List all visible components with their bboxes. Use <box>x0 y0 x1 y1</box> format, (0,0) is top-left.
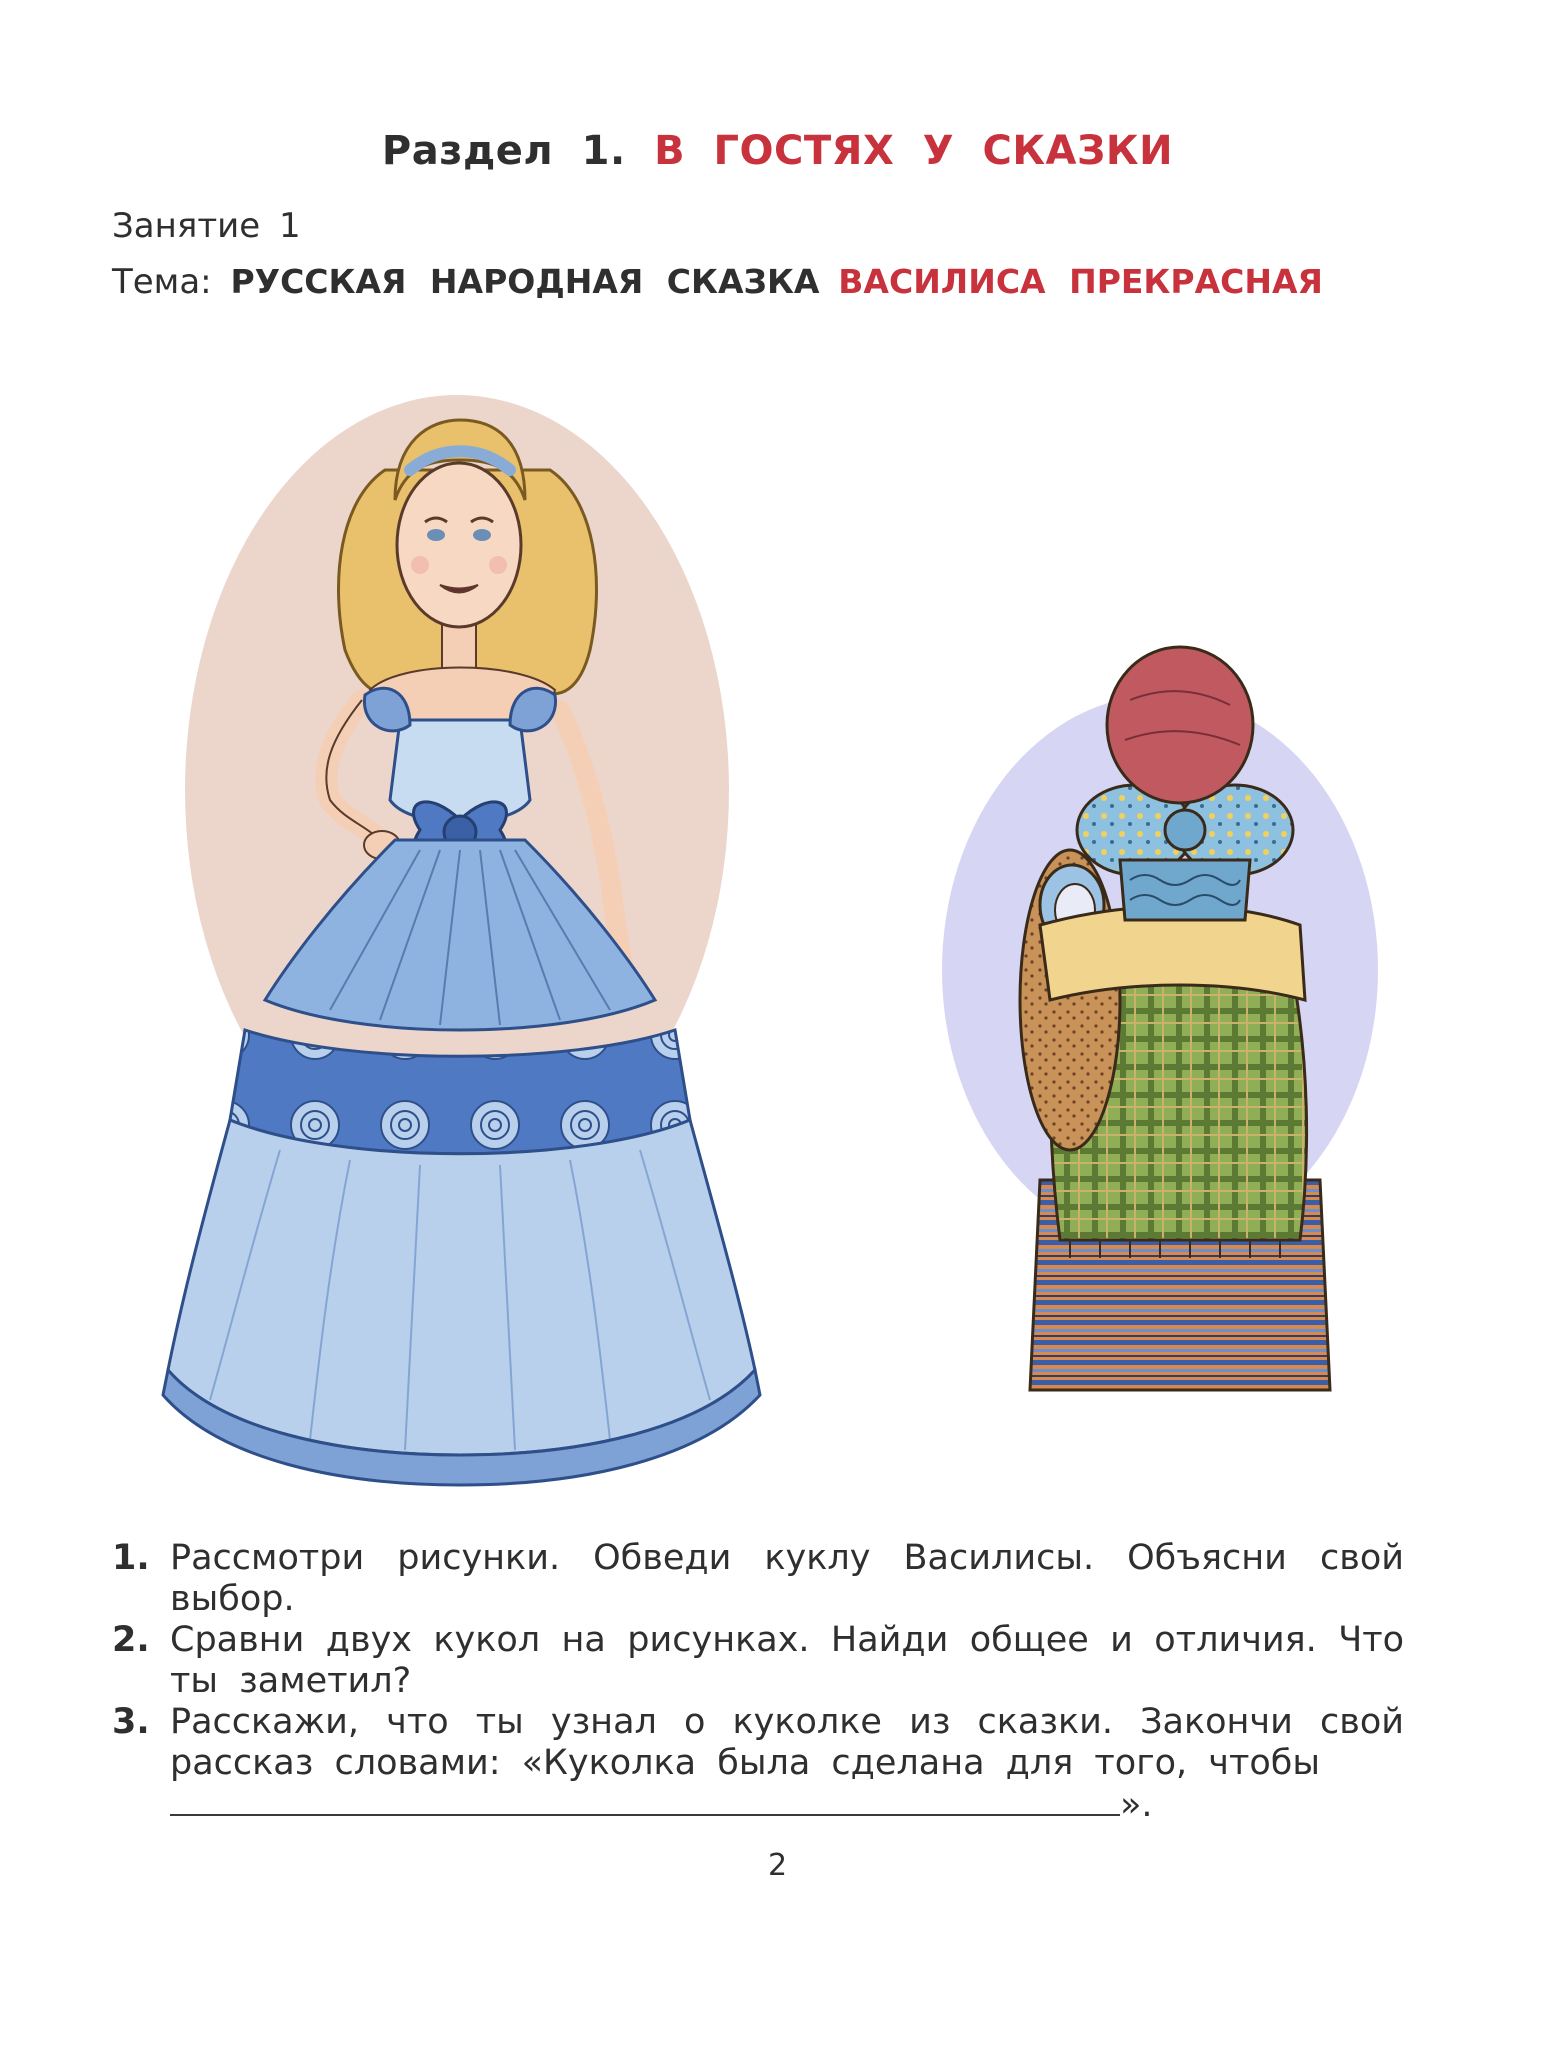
folk-rag-doll-icon <box>942 647 1378 1390</box>
task-item <box>112 1538 1404 1620</box>
page-number: 2 <box>767 1848 788 1883</box>
topic-highlight: ВАСИЛИСА ПРЕКРАСНАЯ <box>838 262 1323 301</box>
section-title: В ГОСТЯХ У СКАЗКИ <box>654 128 1174 174</box>
section-label: Раздел 1. <box>381 128 626 174</box>
answer-blank-line[interactable] <box>170 1784 1120 1816</box>
task-item <box>112 1620 1404 1702</box>
topic-label: Тема: <box>112 262 212 302</box>
task-text-block <box>170 1702 1404 1826</box>
task-number: 1. <box>112 1538 150 1578</box>
task-ending: ». <box>1120 1785 1153 1825</box>
task-item <box>112 1702 1404 1826</box>
task-number: 3. <box>112 1702 150 1742</box>
task-number: 2. <box>112 1620 150 1660</box>
task-text: Расскажи, что ты узнал о куколке из сказки. Закончи свой рассказ словами: «Куколка была сделана для того, чтобы <box>170 1702 1404 1783</box>
ball-gown-doll-icon <box>163 395 760 1485</box>
lesson-number: Занятие 1 <box>112 206 301 246</box>
task-list <box>112 1538 1404 1826</box>
task-text: Рассмотри рисунки. Обведи куклу Василисы. Объясни свой выбор. <box>170 1538 1404 1619</box>
topic-title: РУССКАЯ НАРОДНАЯ СКАЗКА <box>230 262 820 301</box>
task-text: Сравни двух кукол на рисунках. Найди общее и отличия. Что ты заметил? <box>170 1620 1404 1701</box>
